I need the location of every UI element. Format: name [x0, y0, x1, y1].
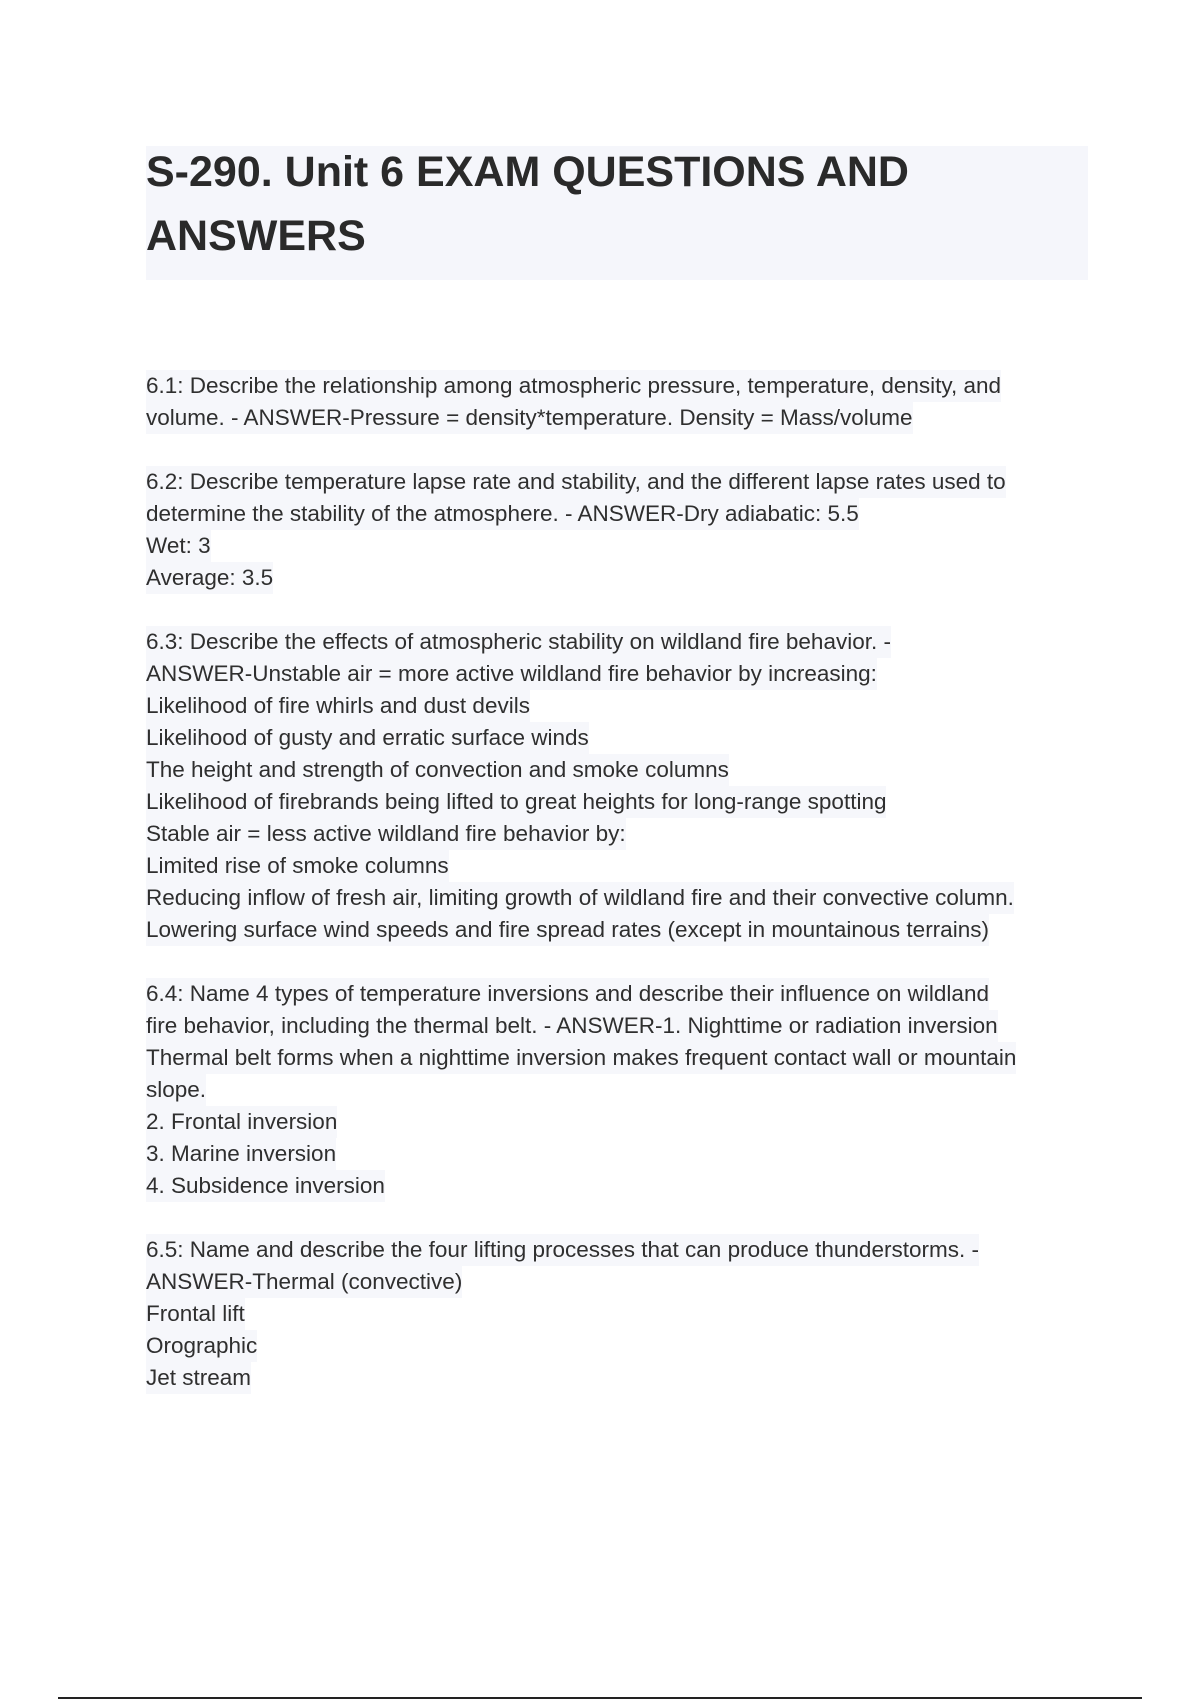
text-line: 4. Subsidence inversion: [146, 1170, 385, 1202]
qa-item-6-5: [146, 1234, 1086, 1394]
text-line: fire behavior, including the thermal belt. - ANSWER-1. Nighttime or radiation inversion: [146, 1010, 998, 1042]
text-line: slope.: [146, 1074, 206, 1106]
text-line: volume. - ANSWER-Pressure = density*temperature. Density = Mass/volume: [146, 402, 913, 434]
text-line: Average: 3.5: [146, 562, 273, 594]
text-line: 2. Frontal inversion: [146, 1106, 337, 1138]
qa-item-6-3: [146, 626, 1086, 946]
qa-list: [146, 370, 1086, 1426]
text-line: Frontal lift: [146, 1298, 245, 1330]
text-line: Stable air = less active wildland fire behavior by:: [146, 818, 626, 850]
text-line: 6.5: Name and describe the four lifting processes that can produce thunderstorms. -: [146, 1234, 979, 1266]
text-line: Jet stream: [146, 1362, 251, 1394]
qa-item-6-4: [146, 978, 1086, 1202]
text-line: Likelihood of fire whirls and dust devils: [146, 690, 530, 722]
text-line: Wet: 3: [146, 530, 211, 562]
text-line: 6.3: Describe the effects of atmospheric stability on wildland fire behavior. -: [146, 626, 891, 658]
text-line: 6.4: Name 4 types of temperature inversions and describe their influence on wildland: [146, 978, 989, 1010]
qa-item-6-1: [146, 370, 1086, 434]
text-line: Thermal belt forms when a nighttime inversion makes frequent contact wall or mountain: [146, 1042, 1016, 1074]
text-line: determine the stability of the atmosphere. - ANSWER-Dry adiabatic: 5.5: [146, 498, 859, 530]
page-bottom-rule: [58, 1697, 1142, 1699]
text-line: 3. Marine inversion: [146, 1138, 336, 1170]
text-line: Likelihood of gusty and erratic surface winds: [146, 722, 589, 754]
document-title: S-290. Unit 6 EXAM QUESTIONS AND ANSWERS: [146, 148, 909, 260]
text-line: ANSWER-Thermal (convective): [146, 1266, 462, 1298]
text-line: Limited rise of smoke columns: [146, 850, 449, 882]
text-line: Reducing inflow of fresh air, limiting growth of wildland fire and their convective column.: [146, 882, 1014, 914]
text-line: The height and strength of convection and smoke columns: [146, 754, 729, 786]
text-line: 6.1: Describe the relationship among atmospheric pressure, temperature, density, and: [146, 370, 1001, 402]
text-line: Likelihood of firebrands being lifted to great heights for long-range spotting: [146, 786, 886, 818]
qa-item-6-2: [146, 466, 1086, 594]
text-line: 6.2: Describe temperature lapse rate and stability, and the different lapse rates used to: [146, 466, 1006, 498]
text-line: ANSWER-Unstable air = more active wildland fire behavior by increasing:: [146, 658, 877, 690]
text-line: Orographic: [146, 1330, 257, 1362]
text-line: Lowering surface wind speeds and fire spread rates (except in mountainous terrains): [146, 914, 989, 946]
